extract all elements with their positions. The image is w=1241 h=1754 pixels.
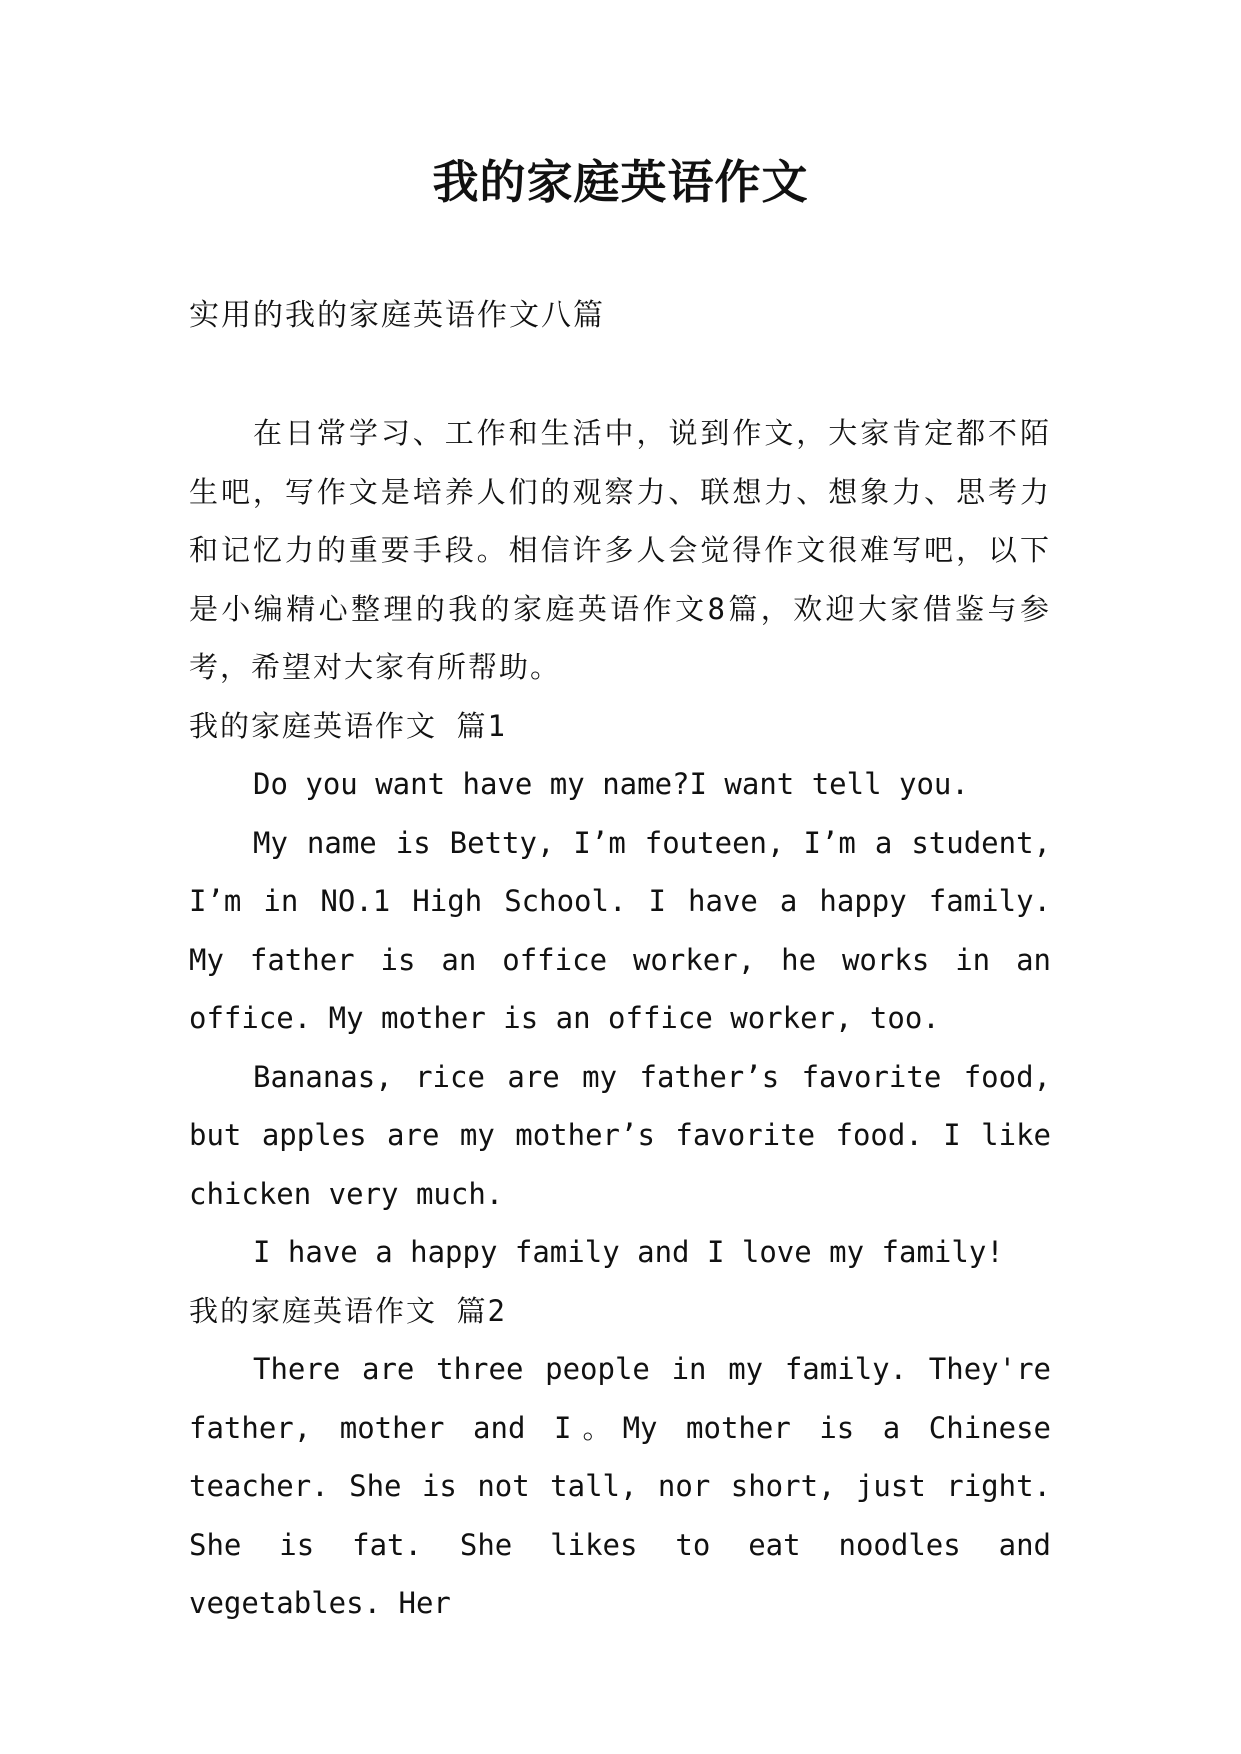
section-1-paragraph-3: Bananas, rice are my father’s favorite food, but apples are my mother’s favorite food. I like chicken very much. [189, 1059, 1051, 1211]
section-heading-1: 我的家庭英语作文 篇1 [189, 708, 507, 743]
section-1-paragraph-2: My name is Betty, I’m fouteen, I’m a student, I’m in NO.1 High School. I have a happy family. My father is an office worker, he works in an office. My mother is an office worker, too. [189, 825, 1051, 1035]
document-title: 我的家庭英语作文 [432, 155, 809, 209]
intro-paragraph: 在日常学习、工作和生活中，说到作文，大家肯定都不陌生吧，写作文是培养人们的观察力、联想力、想象力、思考力和记忆力的重要手段。相信许多人会觉得作文很难写吧，以下是小编精心整理的我的家庭英语作文8篇，欢迎大家借鉴与参考，希望对大家有所帮助。 [189, 416, 1051, 684]
document-subtitle: 实用的我的家庭英语作文八篇 [189, 298, 605, 333]
section-heading-2: 我的家庭英语作文 篇2 [189, 1293, 507, 1328]
section-1-paragraph-4: I have a happy family and I love my family! [253, 1235, 1004, 1269]
document-body [189, 404, 1051, 1633]
section-2-paragraph-1: There are three people in my family. They're father, mother and I。My mother is a Chinese teacher. She is not tall, nor short, just right. She is fat. She likes to eat noodles and vegetables. Her [189, 1352, 1051, 1620]
section-1-paragraph-1: Do you want have my name?I want tell you. [253, 767, 969, 801]
